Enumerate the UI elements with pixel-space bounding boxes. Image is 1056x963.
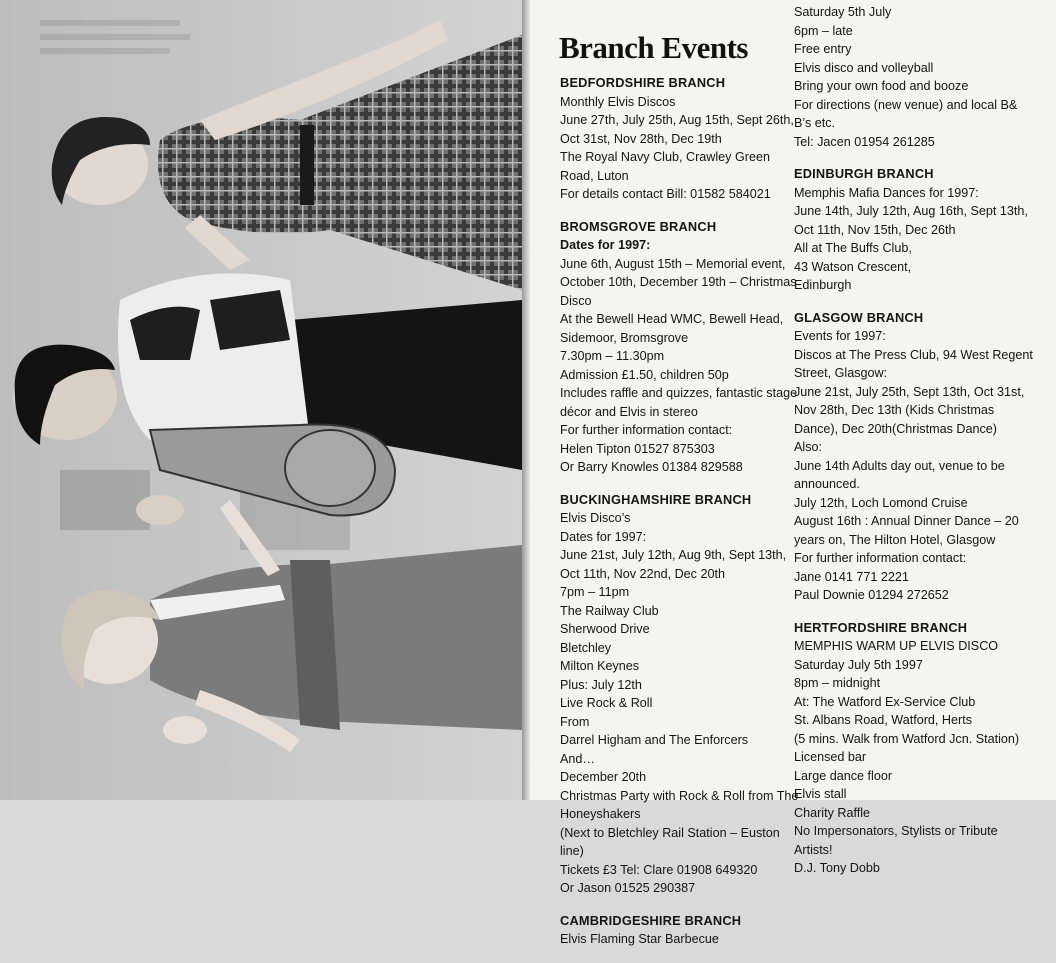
branch-name: BUCKINGHAMSHIRE BRANCH — [560, 491, 752, 507]
event-line: Sherwood Drive — [560, 622, 650, 636]
event-line: June 14th, July 12th, Aug 16th, Sept 13th, Oct 11th, Nov 15th, Dec 26th — [794, 204, 1028, 237]
events-column-right — [794, 3, 1034, 892]
event-line: July 12th, Loch Lomond Cruise — [794, 495, 968, 510]
event-line: Licensed bar — [794, 750, 867, 764]
event-line: No Impersonators, Stylists or Tribute Artists! — [794, 824, 998, 857]
dancers-photo — [0, 0, 527, 800]
page-title: Branch Events — [559, 30, 748, 65]
event-line: And… — [560, 751, 596, 766]
event-line: Monthly Elvis Discos — [560, 94, 676, 109]
event-line: Darrel Higham and The Enforcers — [560, 733, 749, 747]
branch-subheading: Dates for 1997: — [560, 238, 651, 252]
event-line: 8pm – midnight — [794, 676, 881, 690]
event-line: June 6th, August 15th – Memorial event, October 10th, December 19th – Christmas Disco — [560, 256, 797, 308]
event-line: Milton Keynes — [560, 659, 640, 673]
event-line: (5 mins. Walk from Watford Jcn. Station) — [794, 731, 1020, 746]
event-line: St. Albans Road, Watford, Herts — [794, 713, 973, 727]
branch-block — [560, 912, 800, 949]
page-gutter — [522, 0, 530, 800]
event-line: Free entry — [794, 42, 852, 56]
event-line: Includes raffle and quizzes, fantastic stage décor and Elvis in stereo — [560, 386, 798, 419]
event-line: 7pm – 11pm — [560, 585, 630, 599]
event-line: Saturday 5th July — [794, 5, 892, 19]
event-line: (Next to Bletchley Rail Station – Euston line) — [560, 825, 780, 858]
event-line: 7.30pm – 11.30pm — [560, 349, 665, 363]
event-line: Admission £1.50, children 50p — [560, 367, 729, 382]
event-line: D.J. Tony Dobb — [794, 861, 880, 875]
event-line: For further information contact: — [560, 423, 733, 437]
branch-name: CAMBRIDGESHIRE BRANCH — [560, 912, 742, 928]
event-line: August 16th : Annual Dinner Dance – 20 years on, The Hilton Hotel, Glasgow — [794, 514, 1019, 547]
event-line: Elvis disco and volleyball — [794, 60, 934, 75]
event-line: Large dance floor — [794, 768, 893, 783]
event-line: June 27th, July 25th, Aug 15th, Sept 26th, Oct 31st, Nov 28th, Dec 19th — [560, 113, 794, 146]
event-line: Bring your own food and booze — [794, 79, 969, 93]
branch-name: HERTFORDSHIRE BRANCH — [794, 619, 968, 635]
event-line: Jane 0141 771 2221 — [794, 569, 909, 584]
event-line: Elvis stall — [794, 787, 847, 801]
event-line: 6pm – late — [794, 23, 853, 38]
event-line: Events for 1997: — [794, 329, 886, 343]
event-line: Helen Tipton 01527 875303 — [560, 441, 715, 456]
branch-block — [794, 165, 1034, 295]
event-line: For further information contact: — [794, 551, 967, 565]
event-line: 43 Watson Crescent, — [794, 259, 912, 274]
event-line: From — [560, 714, 590, 729]
branch-block — [560, 74, 800, 204]
event-line: All at The Buffs Club, — [794, 241, 912, 255]
photo-page — [0, 0, 527, 800]
event-line: Plus: July 12th — [560, 677, 642, 692]
text-page — [530, 0, 1056, 946]
event-line: Tel: Jacen 01954 261285 — [794, 134, 935, 149]
event-line: Discos at The Press Club, 94 West Regent Street, Glasgow: — [794, 347, 1033, 380]
branch-block — [794, 619, 1034, 878]
event-line: MEMPHIS WARM UP ELVIS DISCO — [794, 639, 999, 653]
event-line: Edinburgh — [794, 278, 852, 292]
events-column-left — [560, 74, 800, 963]
event-line: June 21st, July 25th, Sept 13th, Oct 31st, Nov 28th, Dec 13th (Kids Christmas Dance), Dec 20th(Christmas Dance) — [794, 384, 1025, 436]
event-line: At the Bewell Head WMC, Bewell Head, Sidemoor, Bromsgrove — [560, 312, 784, 345]
branch-block — [560, 218, 800, 477]
event-line: For directions (new venue) and local B& B’s etc. — [794, 97, 1018, 130]
event-line: Also: — [794, 440, 822, 454]
event-line: Tickets £3 Tel: Clare 01908 649320 — [560, 862, 758, 877]
event-line: June 14th Adults day out, venue to be announced. — [794, 458, 1005, 491]
event-line: Christmas Party with Rock & Roll from The Honeyshakers — [560, 788, 799, 821]
branch-block — [794, 3, 1034, 151]
branch-name: BROMSGROVE BRANCH — [560, 218, 717, 234]
event-line: Elvis Flaming Star Barbecue — [560, 932, 719, 946]
event-line: Elvis Disco’s — [560, 511, 631, 525]
event-line: Dates for 1997: — [560, 529, 647, 544]
branch-block — [560, 491, 800, 898]
branch-name: EDINBURGH BRANCH — [794, 166, 934, 181]
event-line: Or Jason 01525 290387 — [560, 881, 696, 895]
event-line: Paul Downie 01294 272652 — [794, 588, 949, 602]
event-line: Saturday July 5th 1997 — [794, 657, 923, 672]
event-line: June 21st, July 12th, Aug 9th, Sept 13th, Oct 11th, Nov 22nd, Dec 20th — [560, 548, 787, 581]
event-line: Live Rock & Roll — [560, 696, 653, 710]
event-line: For details contact Bill: 01582 584021 — [560, 187, 771, 201]
event-line: December 20th — [560, 770, 647, 784]
event-line: The Royal Navy Club, Crawley Green Road, Luton — [560, 150, 770, 183]
event-line: Bletchley — [560, 640, 612, 655]
branch-name: BEDFORDSHIRE BRANCH — [560, 75, 726, 90]
event-line: At: The Watford Ex-Service Club — [794, 694, 976, 709]
branch-block — [794, 309, 1034, 605]
event-line: Memphis Mafia Dances for 1997: — [794, 185, 979, 200]
event-line: Or Barry Knowles 01384 829588 — [560, 460, 743, 474]
event-line: Charity Raffle — [794, 805, 871, 820]
branch-name: GLASGOW BRANCH — [794, 309, 924, 325]
event-line: The Railway Club — [560, 603, 659, 618]
